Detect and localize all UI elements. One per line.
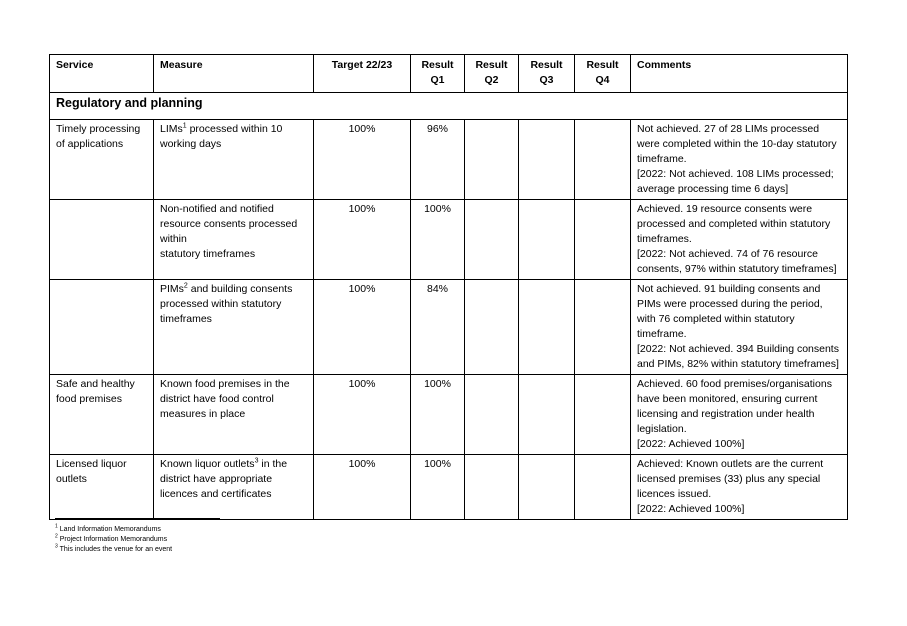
target-cell: 100% [314,375,411,455]
comments-cell: Not achieved. 27 of 28 LIMs processed were completed within the 10-day statutory timeframe. [2022: Not achieved. 108 LIMs processed; average processing time 6 days] [631,120,848,200]
q3-cell [519,280,575,375]
q3-cell [519,455,575,520]
table-row [50,120,848,200]
service-cell [50,200,154,280]
q3-cell [519,375,575,455]
target-cell: 100% [314,455,411,520]
q1-cell: 96% [411,120,465,200]
q1-cell: 100% [411,200,465,280]
table-row [50,455,848,520]
header-result-q2: Result Q2 [465,55,519,93]
header-measure: Measure [154,55,314,93]
measure-cell: PIMs$^2$ and building consents processed within statutory timeframes [154,280,314,375]
footnotes [55,525,172,555]
footnote: $^2$ Project Information Memorandums [55,533,168,543]
footnote: $^1$ Land Information Memorandums [55,523,161,533]
target-cell: 100% [314,280,411,375]
footnote-divider [55,518,220,519]
section-row [50,93,848,120]
header-row [50,55,848,93]
q3-cell [519,200,575,280]
q4-cell [575,455,631,520]
q3-cell [519,120,575,200]
q4-cell [575,120,631,200]
q2-cell [465,280,519,375]
header-result-q1: Result Q1 [411,55,465,93]
performance-table [49,54,848,520]
table-row [50,375,848,455]
q1-cell: 100% [411,375,465,455]
q4-cell [575,375,631,455]
service-cell: Licensed liquor outlets [50,455,154,520]
q2-cell [465,120,519,200]
measure-cell: Non-notified and notified resource consents processed within statutory timeframes [154,200,314,280]
comments-cell: Not achieved. 91 building consents and PIMs were processed during the period, with 76 completed within statutory timeframe. [2022: Not achieved. 394 Building consents and PIMs, 82% within statutory timeframes] [631,280,848,375]
measure-cell: LIMs$^1$ processed within 10 working days [154,120,314,200]
target-cell: 100% [314,200,411,280]
measure-cell: Known liquor outlets$^3$ in the district have appropriate licences and certificates [154,455,314,520]
header-target: Target 22/23 [314,55,411,93]
service-cell: Safe and healthy food premises [50,375,154,455]
header-service: Service [50,55,154,93]
service-cell: Timely processing of applications [50,120,154,200]
comments-cell: Achieved: Known outlets are the current licensed premises (33) plus any special licences issued. [2022: Achieved 100%] [631,455,848,520]
measure-cell: Known food premises in the district have food control measures in place [154,375,314,455]
target-cell: 100% [314,120,411,200]
header-result-q3: Result Q3 [519,55,575,93]
section-title: Regulatory and planning [50,93,848,120]
q4-cell [575,280,631,375]
comments-cell: Achieved. 19 resource consents were processed and completed within statutory timeframes. [2022: Not achieved. 74 of 76 resource consents, 97% within statutory timeframes] [631,200,848,280]
q1-cell: 100% [411,455,465,520]
q2-cell [465,375,519,455]
q2-cell [465,455,519,520]
comments-cell: Achieved. 60 food premises/organisations have been monitored, ensuring current licensing and registration under health legislation. [2022: Achieved 100%] [631,375,848,455]
footnote: $^3$ This includes the venue for an event [55,543,173,553]
q2-cell [465,200,519,280]
q4-cell [575,200,631,280]
table-row [50,200,848,280]
header-result-q4: Result Q4 [575,55,631,93]
table-row [50,280,848,375]
q1-cell: 84% [411,280,465,375]
service-cell [50,280,154,375]
header-comments: Comments [631,55,848,93]
